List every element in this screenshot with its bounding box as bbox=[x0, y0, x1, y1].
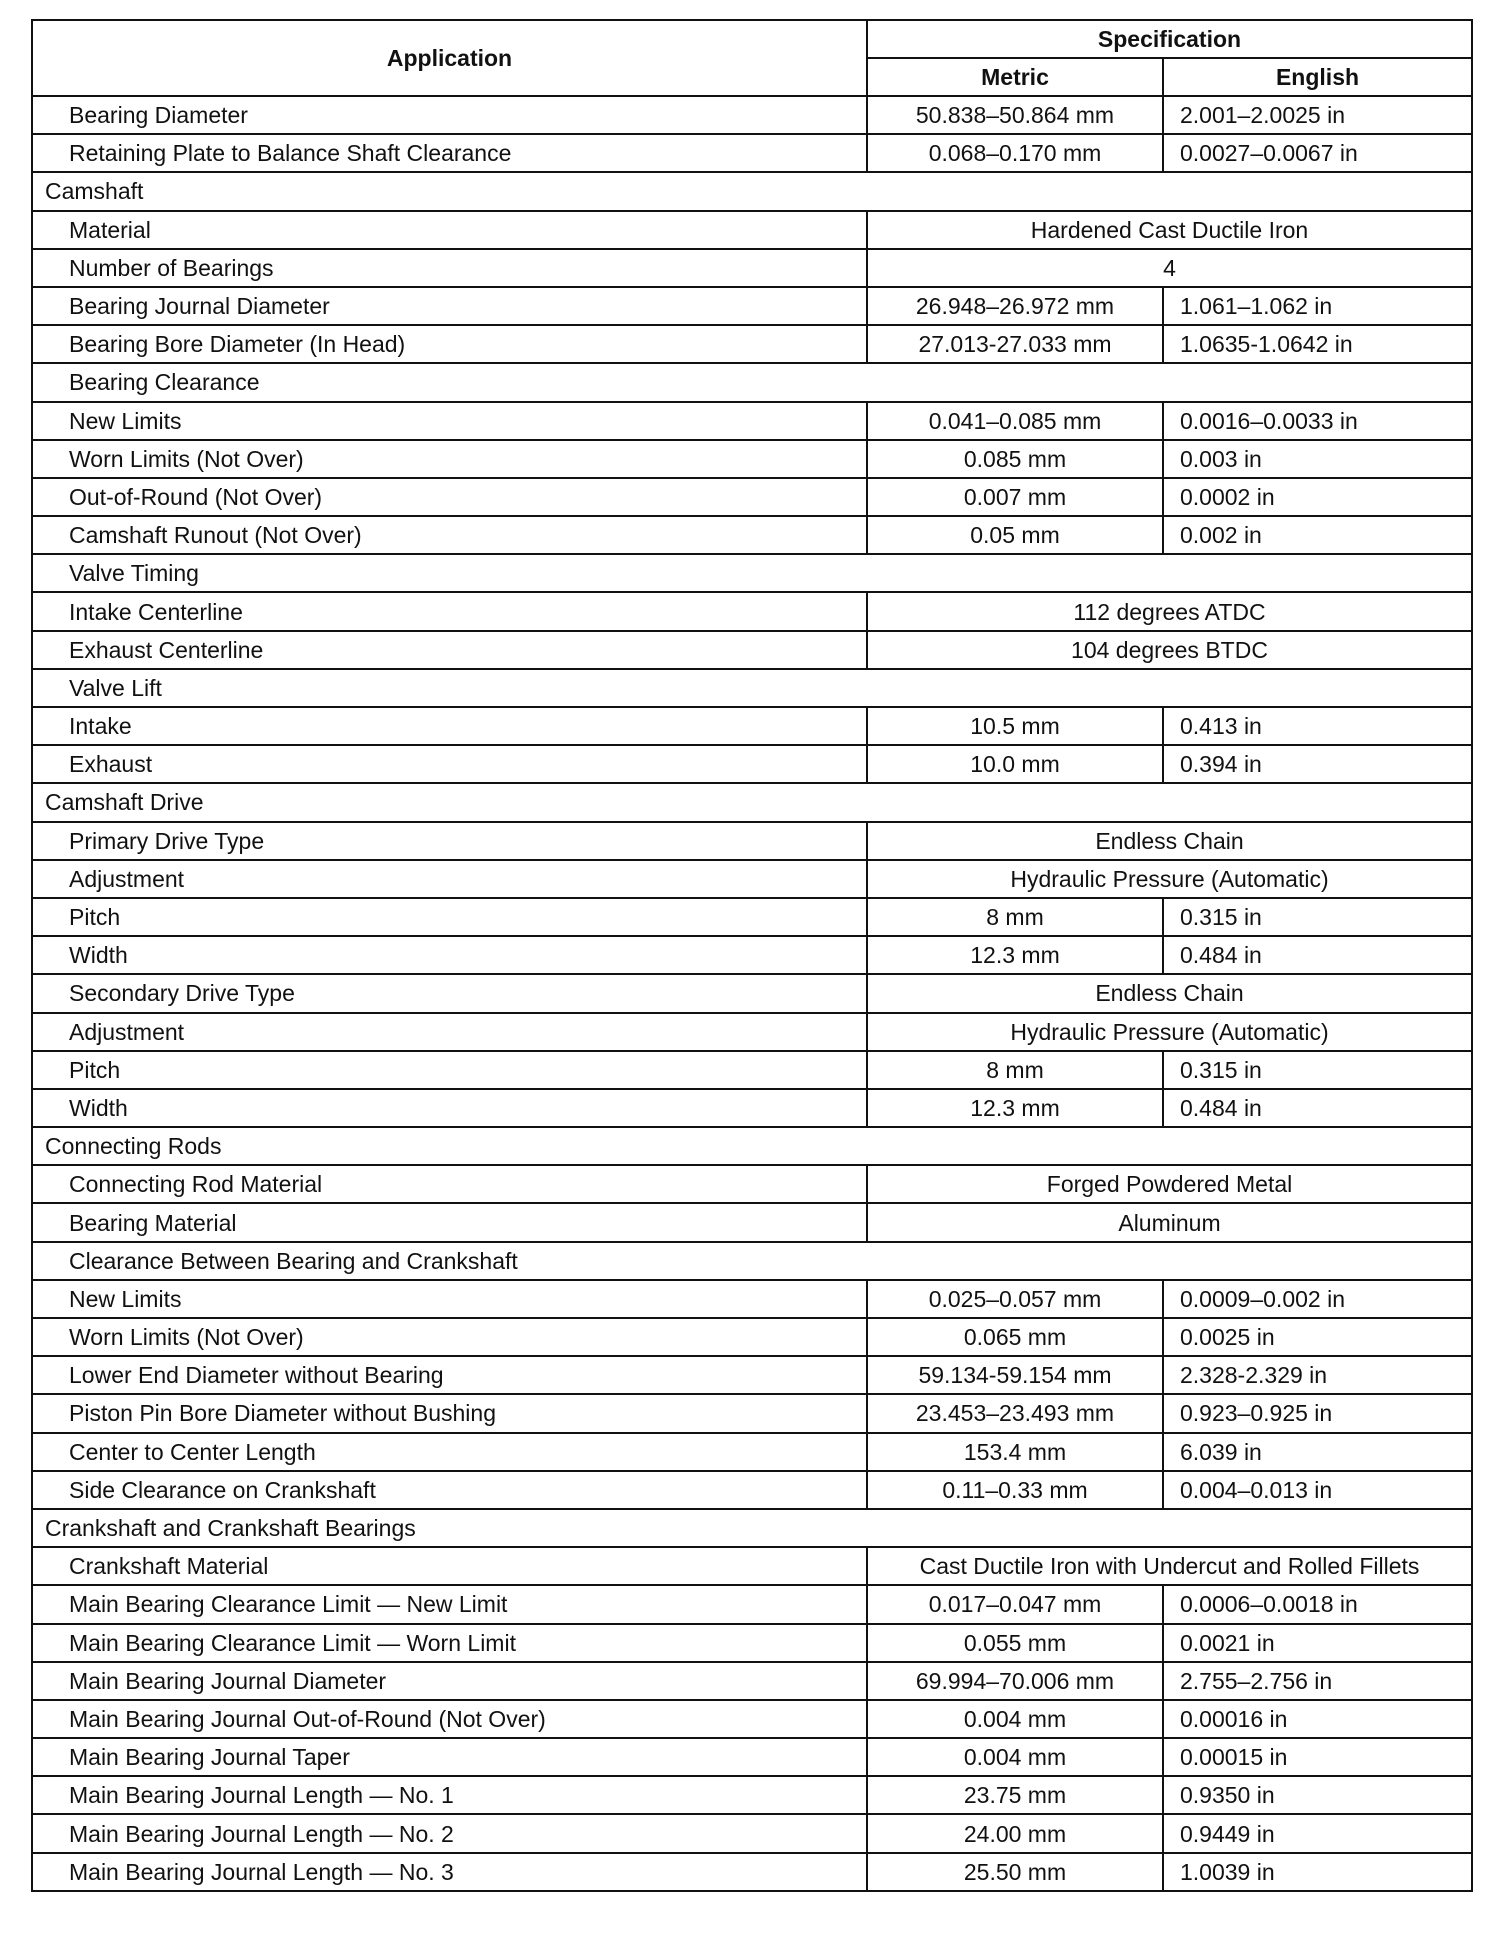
english-value: 0.002 in bbox=[1163, 516, 1472, 554]
table-row bbox=[32, 134, 1472, 172]
row-label: Center to Center Length bbox=[32, 1433, 867, 1471]
metric-value: 0.004 mm bbox=[867, 1700, 1163, 1738]
row-label: Clearance Between Bearing and Crankshaft bbox=[32, 1242, 1472, 1280]
row-label: Bearing Material bbox=[32, 1203, 867, 1241]
row-label: Valve Lift bbox=[32, 669, 1472, 707]
spec-value: Cast Ductile Iron with Undercut and Rolled Fillets bbox=[867, 1547, 1472, 1585]
metric-value: 23.75 mm bbox=[867, 1776, 1163, 1814]
row-label: Valve Timing bbox=[32, 554, 1472, 592]
english-value: 0.0002 in bbox=[1163, 478, 1472, 516]
table-row bbox=[32, 1814, 1472, 1852]
table-row bbox=[32, 631, 1472, 669]
metric-value: 153.4 mm bbox=[867, 1433, 1163, 1471]
table-row bbox=[32, 1433, 1472, 1471]
header-specification: Specification bbox=[867, 20, 1472, 58]
metric-value: 59.134-59.154 mm bbox=[867, 1356, 1163, 1394]
metric-value: 0.068–0.170 mm bbox=[867, 134, 1163, 172]
row-label: Bearing Clearance bbox=[32, 363, 1472, 401]
table-row bbox=[32, 478, 1472, 516]
metric-value: 0.004 mm bbox=[867, 1738, 1163, 1776]
metric-value: 0.017–0.047 mm bbox=[867, 1585, 1163, 1623]
table-row bbox=[32, 898, 1472, 936]
english-value: 0.394 in bbox=[1163, 745, 1472, 783]
metric-value: 0.05 mm bbox=[867, 516, 1163, 554]
english-value: 1.0039 in bbox=[1163, 1853, 1472, 1891]
english-value: 0.9449 in bbox=[1163, 1814, 1472, 1852]
english-value: 0.0025 in bbox=[1163, 1318, 1472, 1356]
english-value: 0.0016–0.0033 in bbox=[1163, 402, 1472, 440]
table-row bbox=[32, 1318, 1472, 1356]
section-row bbox=[32, 172, 1472, 210]
section-label: Connecting Rods bbox=[32, 1127, 1472, 1165]
row-label: Intake Centerline bbox=[32, 592, 867, 630]
metric-value: 0.025–0.057 mm bbox=[867, 1280, 1163, 1318]
row-label: Worn Limits (Not Over) bbox=[32, 440, 867, 478]
table-row bbox=[32, 1242, 1472, 1280]
spec-value: Aluminum bbox=[867, 1203, 1472, 1241]
english-value: 0.315 in bbox=[1163, 898, 1472, 936]
metric-value: 0.065 mm bbox=[867, 1318, 1163, 1356]
header-application: Application bbox=[32, 20, 867, 96]
table-row bbox=[32, 363, 1472, 401]
spec-value: 104 degrees BTDC bbox=[867, 631, 1472, 669]
metric-value: 10.0 mm bbox=[867, 745, 1163, 783]
table-row bbox=[32, 1471, 1472, 1509]
metric-value: 10.5 mm bbox=[867, 707, 1163, 745]
english-value: 0.003 in bbox=[1163, 440, 1472, 478]
english-value: 0.00016 in bbox=[1163, 1700, 1472, 1738]
english-value: 1.061–1.062 in bbox=[1163, 287, 1472, 325]
table-row bbox=[32, 554, 1472, 592]
metric-value: 24.00 mm bbox=[867, 1814, 1163, 1852]
row-label: Worn Limits (Not Over) bbox=[32, 1318, 867, 1356]
row-label: Main Bearing Journal Diameter bbox=[32, 1662, 867, 1700]
row-label: Main Bearing Clearance Limit — New Limit bbox=[32, 1585, 867, 1623]
table-row bbox=[32, 1394, 1472, 1432]
metric-value: 50.838–50.864 mm bbox=[867, 96, 1163, 134]
section-row bbox=[32, 1127, 1472, 1165]
row-label: Main Bearing Journal Taper bbox=[32, 1738, 867, 1776]
spec-value: Hydraulic Pressure (Automatic) bbox=[867, 1013, 1472, 1051]
spec-value: Endless Chain bbox=[867, 822, 1472, 860]
table-row bbox=[32, 1547, 1472, 1585]
row-label: Retaining Plate to Balance Shaft Clearance bbox=[32, 134, 867, 172]
row-label: Adjustment bbox=[32, 860, 867, 898]
row-label: Pitch bbox=[32, 898, 867, 936]
table-row bbox=[32, 1776, 1472, 1814]
table-row bbox=[32, 1738, 1472, 1776]
english-value: 0.00015 in bbox=[1163, 1738, 1472, 1776]
spec-value: 4 bbox=[867, 249, 1472, 287]
row-label: Camshaft Runout (Not Over) bbox=[32, 516, 867, 554]
english-value: 0.0021 in bbox=[1163, 1624, 1472, 1662]
row-label: Adjustment bbox=[32, 1013, 867, 1051]
spec-value: 112 degrees ATDC bbox=[867, 592, 1472, 630]
table-row bbox=[32, 1051, 1472, 1089]
english-value: 6.039 in bbox=[1163, 1433, 1472, 1471]
english-value: 0.004–0.013 in bbox=[1163, 1471, 1472, 1509]
table-row bbox=[32, 1013, 1472, 1051]
table-row bbox=[32, 669, 1472, 707]
metric-value: 0.007 mm bbox=[867, 478, 1163, 516]
metric-value: 0.11–0.33 mm bbox=[867, 1471, 1163, 1509]
row-label: Lower End Diameter without Bearing bbox=[32, 1356, 867, 1394]
spec-value: Hydraulic Pressure (Automatic) bbox=[867, 860, 1472, 898]
row-label: New Limits bbox=[32, 1280, 867, 1318]
table-row bbox=[32, 249, 1472, 287]
spec-value: Forged Powdered Metal bbox=[867, 1165, 1472, 1203]
table-row bbox=[32, 211, 1472, 249]
row-label: Main Bearing Journal Out-of-Round (Not Over) bbox=[32, 1700, 867, 1738]
row-label: Bearing Journal Diameter bbox=[32, 287, 867, 325]
table-row bbox=[32, 1624, 1472, 1662]
specification-table bbox=[31, 19, 1473, 1892]
table-body bbox=[32, 96, 1472, 1891]
table-row bbox=[32, 936, 1472, 974]
metric-value: 27.013-27.033 mm bbox=[867, 325, 1163, 363]
english-value: 0.484 in bbox=[1163, 936, 1472, 974]
row-label: Intake bbox=[32, 707, 867, 745]
spec-value: Endless Chain bbox=[867, 974, 1472, 1012]
row-label: Main Bearing Clearance Limit — Worn Limit bbox=[32, 1624, 867, 1662]
metric-value: 25.50 mm bbox=[867, 1853, 1163, 1891]
row-label: New Limits bbox=[32, 402, 867, 440]
table-row bbox=[32, 745, 1472, 783]
english-value: 0.0006–0.0018 in bbox=[1163, 1585, 1472, 1623]
english-value: 0.0009–0.002 in bbox=[1163, 1280, 1472, 1318]
metric-value: 8 mm bbox=[867, 898, 1163, 936]
table-row bbox=[32, 402, 1472, 440]
table-row bbox=[32, 1089, 1472, 1127]
row-label: Primary Drive Type bbox=[32, 822, 867, 860]
spec-value: Hardened Cast Ductile Iron bbox=[867, 211, 1472, 249]
table-row bbox=[32, 860, 1472, 898]
english-value: 0.413 in bbox=[1163, 707, 1472, 745]
english-value: 1.0635-1.0642 in bbox=[1163, 325, 1472, 363]
table-row bbox=[32, 974, 1472, 1012]
row-label: Exhaust bbox=[32, 745, 867, 783]
table-row bbox=[32, 1165, 1472, 1203]
table-row bbox=[32, 1585, 1472, 1623]
row-label: Width bbox=[32, 936, 867, 974]
section-label: Camshaft bbox=[32, 172, 1472, 210]
metric-value: 8 mm bbox=[867, 1051, 1163, 1089]
table-row bbox=[32, 1203, 1472, 1241]
table-row bbox=[32, 707, 1472, 745]
row-label: Material bbox=[32, 211, 867, 249]
header-english: English bbox=[1163, 58, 1472, 96]
row-label: Exhaust Centerline bbox=[32, 631, 867, 669]
english-value: 2.328-2.329 in bbox=[1163, 1356, 1472, 1394]
row-label: Connecting Rod Material bbox=[32, 1165, 867, 1203]
section-label: Crankshaft and Crankshaft Bearings bbox=[32, 1509, 1472, 1547]
metric-value: 12.3 mm bbox=[867, 1089, 1163, 1127]
row-label: Width bbox=[32, 1089, 867, 1127]
table-row bbox=[32, 325, 1472, 363]
metric-value: 0.041–0.085 mm bbox=[867, 402, 1163, 440]
row-label: Number of Bearings bbox=[32, 249, 867, 287]
section-row bbox=[32, 1509, 1472, 1547]
table-row bbox=[32, 287, 1472, 325]
metric-value: 12.3 mm bbox=[867, 936, 1163, 974]
table-row bbox=[32, 822, 1472, 860]
metric-value: 26.948–26.972 mm bbox=[867, 287, 1163, 325]
row-label: Main Bearing Journal Length — No. 2 bbox=[32, 1814, 867, 1852]
row-label: Bearing Diameter bbox=[32, 96, 867, 134]
section-row bbox=[32, 783, 1472, 821]
row-label: Out-of-Round (Not Over) bbox=[32, 478, 867, 516]
row-label: Side Clearance on Crankshaft bbox=[32, 1471, 867, 1509]
row-label: Secondary Drive Type bbox=[32, 974, 867, 1012]
english-value: 2.001–2.0025 in bbox=[1163, 96, 1472, 134]
header-metric: Metric bbox=[867, 58, 1163, 96]
row-label: Piston Pin Bore Diameter without Bushing bbox=[32, 1394, 867, 1432]
table-header bbox=[32, 20, 1472, 96]
metric-value: 0.055 mm bbox=[867, 1624, 1163, 1662]
metric-value: 0.085 mm bbox=[867, 440, 1163, 478]
table-row bbox=[32, 96, 1472, 134]
english-value: 0.484 in bbox=[1163, 1089, 1472, 1127]
row-label: Main Bearing Journal Length — No. 1 bbox=[32, 1776, 867, 1814]
row-label: Bearing Bore Diameter (In Head) bbox=[32, 325, 867, 363]
table-row bbox=[32, 1662, 1472, 1700]
row-label: Pitch bbox=[32, 1051, 867, 1089]
metric-value: 23.453–23.493 mm bbox=[867, 1394, 1163, 1432]
table-row bbox=[32, 1280, 1472, 1318]
table-row bbox=[32, 1853, 1472, 1891]
row-label: Main Bearing Journal Length — No. 3 bbox=[32, 1853, 867, 1891]
table-row bbox=[32, 592, 1472, 630]
table-row bbox=[32, 516, 1472, 554]
metric-value: 69.994–70.006 mm bbox=[867, 1662, 1163, 1700]
table-row bbox=[32, 440, 1472, 478]
english-value: 0.315 in bbox=[1163, 1051, 1472, 1089]
table-row bbox=[32, 1356, 1472, 1394]
section-label: Camshaft Drive bbox=[32, 783, 1472, 821]
english-value: 0.923–0.925 in bbox=[1163, 1394, 1472, 1432]
english-value: 0.0027–0.0067 in bbox=[1163, 134, 1472, 172]
row-label: Crankshaft Material bbox=[32, 1547, 867, 1585]
english-value: 0.9350 in bbox=[1163, 1776, 1472, 1814]
english-value: 2.755–2.756 in bbox=[1163, 1662, 1472, 1700]
table-row bbox=[32, 1700, 1472, 1738]
